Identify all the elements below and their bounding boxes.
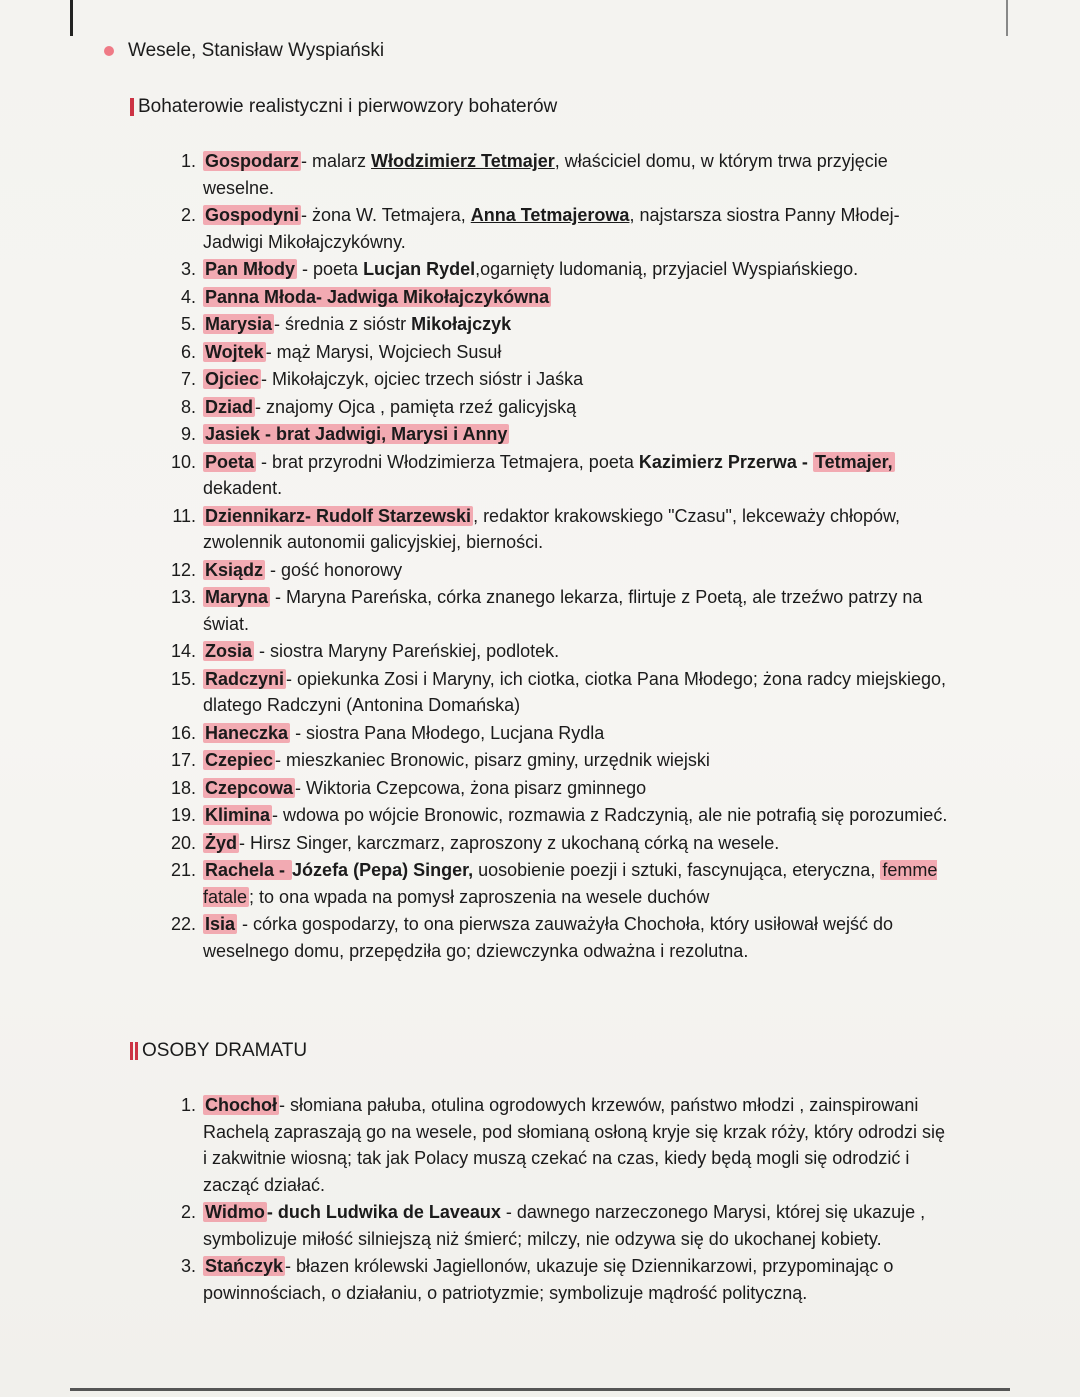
item-description: - opiekunka Zosi i Maryny, ich ciotka, ciotka Pana Młodego; żona radcy miejskiego, dlatego Radczyni (Antonina Domańska) bbox=[203, 668, 947, 715]
item-description: - córka gospodarzy, to ona pierwsza zauważyła Chochoła, który usiłował wejść do weselnego domu, przepędziła go; dziewczynka odważna i rezolutna. bbox=[203, 914, 894, 961]
item-text bbox=[203, 503, 950, 556]
list-item bbox=[160, 421, 950, 448]
highlighted-name: Ojciec bbox=[205, 369, 260, 389]
bold-name: Mikołajczyk bbox=[411, 314, 512, 334]
highlighted-name: Żyd bbox=[205, 832, 238, 853]
highlighted-name: femme fatale bbox=[203, 860, 938, 907]
item-description: - siostra Maryny Pareńskiej, podlotek. bbox=[254, 641, 560, 661]
item-description: - błazen królewski Jagiellonów, ukazuje się Dziennikarzowi, przypominając o powinnościach, o działaniu, o patriotyzmie; symbolizuje mądrość polityczną. bbox=[203, 1256, 894, 1303]
item-text bbox=[203, 366, 950, 393]
item-description: , redaktor krakowskiego "Czasu", lekceważy chłopów, zwolennik autonomii galicyjskiej, bierności. bbox=[203, 505, 901, 552]
item-description: - mieszkaniec Bronowic, pisarz gminy, urzędnik wiejski bbox=[275, 750, 710, 770]
item-number: 7. bbox=[180, 369, 196, 389]
highlighted-name: Chochoł bbox=[205, 1095, 277, 1115]
item-number: 3. bbox=[180, 259, 196, 279]
bold-name: Lucjan Rydel bbox=[363, 259, 476, 279]
item-number: 5. bbox=[180, 314, 196, 334]
item-text bbox=[203, 1253, 950, 1306]
highlighted-name: Rachela - bbox=[205, 860, 291, 880]
highlighted-name: Klimina bbox=[205, 805, 271, 825]
item-description: - Mikołajczyk, ojciec trzech sióstr i Jaśka bbox=[261, 369, 584, 389]
item-text bbox=[203, 720, 950, 747]
highlighted-name: Gospodarz bbox=[205, 151, 300, 171]
item-text bbox=[203, 394, 950, 421]
bold-name: Józefa (Pepa) Singer, bbox=[292, 860, 474, 880]
item-description: ; to ona wpada na pomysł zaproszenia na wesele duchów bbox=[249, 886, 710, 907]
highlighted-name: Zosia bbox=[205, 641, 253, 661]
section-1-list bbox=[160, 148, 950, 965]
item-text bbox=[203, 747, 950, 774]
highlighted-name: Dziennikarz- Rudolf Starzewski bbox=[205, 505, 472, 526]
list-item bbox=[160, 1199, 950, 1252]
item-number: 19. bbox=[170, 805, 196, 825]
list-item bbox=[160, 802, 950, 829]
section-marker-icon bbox=[130, 1042, 133, 1060]
item-text bbox=[203, 557, 950, 584]
bold-name: - duch Ludwika de Laveaux bbox=[266, 1202, 501, 1222]
list-item bbox=[160, 638, 950, 665]
document-title: Wesele, Stanisław Wyspiański bbox=[128, 40, 385, 61]
paper-edge-right bbox=[1006, 0, 1008, 36]
item-description: - znajomy Ojca , pamięta rzeź galicyjską bbox=[255, 396, 577, 417]
section-2-heading bbox=[130, 1040, 307, 1062]
item-text bbox=[203, 311, 950, 338]
list-item bbox=[160, 148, 950, 201]
highlighted-name: Radczyni bbox=[205, 668, 285, 689]
item-text bbox=[203, 1199, 950, 1252]
item-number: 3. bbox=[180, 1256, 196, 1276]
item-number: 8. bbox=[180, 396, 196, 417]
list-item bbox=[160, 584, 950, 637]
item-number: 9. bbox=[180, 424, 196, 444]
item-text bbox=[203, 802, 950, 829]
highlighted-name: Gospodyni bbox=[205, 205, 299, 225]
list-item bbox=[160, 720, 950, 747]
section-2-list bbox=[160, 1092, 950, 1307]
item-number: 1. bbox=[180, 1095, 196, 1115]
item-number: 1. bbox=[180, 151, 196, 171]
item-description: ,ogarnięty ludomanią, przyjaciel Wyspiańskiego. bbox=[475, 259, 859, 279]
highlighted-name: Pan Młody bbox=[205, 259, 296, 279]
item-text bbox=[203, 284, 950, 311]
list-item bbox=[160, 775, 950, 802]
list-item bbox=[160, 366, 950, 393]
list-item bbox=[160, 394, 950, 421]
item-number: 17. bbox=[170, 750, 196, 770]
item-text bbox=[203, 830, 950, 857]
list-item bbox=[160, 1092, 950, 1198]
item-text bbox=[203, 857, 950, 910]
item-description: - gość honorowy bbox=[265, 559, 403, 580]
item-description: , najstarsza siostra Panny Młodej- Jadwigi Mikołajczykówny. bbox=[203, 205, 900, 252]
paper-edge-top bbox=[70, 0, 73, 36]
item-description: - brat przyrodni Włodzimierza Tetmajera, poeta bbox=[256, 451, 639, 472]
item-number: 2. bbox=[180, 205, 196, 225]
item-description: - słomiana pałuba, otulina ogrodowych krzewów, państwo młodzi , zainspirowani Rachelą zapraszają go na wesele, pod słomianą osłoną kryje się krzak róży, który odrodzi się i zakwitnie wiosną; tak jak Polacy muszą czekać na czas, kiedy będą mogli się odrodzić i zacząć działać. bbox=[203, 1095, 946, 1195]
item-number: 20. bbox=[170, 832, 196, 853]
list-item bbox=[160, 1253, 950, 1306]
highlighted-name: Haneczka bbox=[205, 722, 289, 743]
item-number: 22. bbox=[170, 914, 196, 934]
item-text bbox=[203, 449, 950, 502]
highlighted-name: Czepcowa bbox=[205, 777, 294, 798]
item-description: - mąż Marysi, Wojciech Susuł bbox=[265, 341, 502, 362]
item-number: 16. bbox=[170, 722, 196, 743]
item-description: - żona W. Tetmajera, bbox=[301, 205, 471, 225]
highlighted-name: Maryna bbox=[205, 587, 269, 607]
item-number: 21. bbox=[170, 860, 196, 880]
highlighted-name: Isia bbox=[205, 914, 236, 934]
item-number: 6. bbox=[180, 341, 196, 362]
item-number: 14. bbox=[170, 641, 196, 661]
list-item bbox=[160, 256, 950, 283]
item-description: - Hirsz Singer, karczmarz, zaproszony z ukochaną córką na wesele. bbox=[239, 832, 780, 853]
item-number: 18. bbox=[170, 777, 196, 798]
item-description: - dawnego narzeczonego Marysi, której się ukazuje , symbolizuje miłość silniejszą niż śmierć; milczy, nie odzywa się do ukochanej kobiety. bbox=[203, 1202, 926, 1249]
item-text bbox=[203, 775, 950, 802]
item-description: - poeta bbox=[297, 259, 364, 279]
highlighted-name: Ksiądz bbox=[205, 559, 264, 580]
item-text bbox=[203, 638, 950, 665]
highlighted-name: Stańczyk bbox=[205, 1256, 284, 1276]
document-header bbox=[104, 40, 384, 62]
item-description: - malarz bbox=[301, 151, 372, 171]
highlighted-name: Czepiec bbox=[205, 750, 274, 770]
list-item bbox=[160, 503, 950, 556]
item-text bbox=[203, 256, 950, 283]
underlined-name: Włodzimierz Tetmajer bbox=[371, 151, 555, 171]
highlighted-name: Widmo bbox=[205, 1202, 265, 1222]
item-number: 4. bbox=[180, 286, 196, 307]
item-description: uosobienie poezji i sztuki, fascynująca, eteryczna, bbox=[473, 860, 881, 880]
highlighted-name: Panna Młoda- Jadwiga Mikołajczykówna bbox=[205, 286, 550, 307]
section-marker-icon bbox=[130, 98, 134, 116]
item-number: 10. bbox=[170, 451, 196, 472]
bullet-icon bbox=[104, 46, 114, 56]
section-1-heading bbox=[130, 96, 557, 118]
list-item bbox=[160, 339, 950, 366]
list-item bbox=[160, 911, 950, 964]
item-text bbox=[203, 339, 950, 366]
highlighted-name: Marysia bbox=[205, 314, 273, 334]
list-item bbox=[160, 666, 950, 719]
highlighted-name: Jasiek - brat Jadwigi, Marysi i Anny bbox=[205, 424, 508, 444]
item-text bbox=[203, 148, 950, 201]
paper-edge-bottom bbox=[70, 1388, 1010, 1391]
item-text bbox=[203, 1092, 950, 1198]
highlighted-name: Poeta bbox=[205, 451, 255, 472]
list-item bbox=[160, 449, 950, 502]
item-number: 13. bbox=[170, 587, 196, 607]
list-item bbox=[160, 857, 950, 910]
item-number: 15. bbox=[170, 668, 196, 689]
item-text bbox=[203, 584, 950, 637]
list-item bbox=[160, 284, 950, 311]
item-description: - wdowa po wójcie Bronowic, rozmawia z Radczynią, ale nie potrafią się porozumieć. bbox=[272, 805, 948, 825]
section-1-title: Bohaterowie realistyczni i pierwowzory bohaterów bbox=[138, 96, 558, 117]
item-text bbox=[203, 202, 950, 255]
list-item bbox=[160, 830, 950, 857]
item-number: 12. bbox=[170, 559, 196, 580]
item-description: - Wiktoria Czepcowa, żona pisarz gminnego bbox=[295, 777, 647, 798]
item-text bbox=[203, 421, 950, 448]
list-item bbox=[160, 202, 950, 255]
item-description: - siostra Pana Młodego, Lucjana Rydla bbox=[290, 722, 605, 743]
item-number: 11. bbox=[172, 505, 196, 526]
highlighted-name: Wojtek bbox=[205, 341, 264, 362]
highlighted-name: Dziad bbox=[205, 396, 254, 417]
bold-name: Kazimierz Przerwa - bbox=[638, 451, 813, 472]
item-number: 2. bbox=[180, 1202, 196, 1222]
item-text bbox=[203, 666, 950, 719]
underlined-name: Anna Tetmajerowa bbox=[470, 205, 630, 225]
item-description: - średnia z sióstr bbox=[274, 314, 412, 334]
list-item bbox=[160, 747, 950, 774]
highlighted-name: Tetmajer, bbox=[814, 451, 893, 472]
section-2-title: OSOBY DRAMATU bbox=[142, 1040, 308, 1061]
list-item bbox=[160, 557, 950, 584]
item-description: - Maryna Pareńska, córka znanego lekarza, flirtuje z Poetą, ale trzeźwo patrzy na świat. bbox=[203, 587, 923, 634]
item-description: dekadent. bbox=[203, 478, 283, 498]
list-item bbox=[160, 311, 950, 338]
item-description: , właściciel domu, w którym trwa przyjęcie weselne. bbox=[203, 151, 888, 198]
item-text bbox=[203, 911, 950, 964]
